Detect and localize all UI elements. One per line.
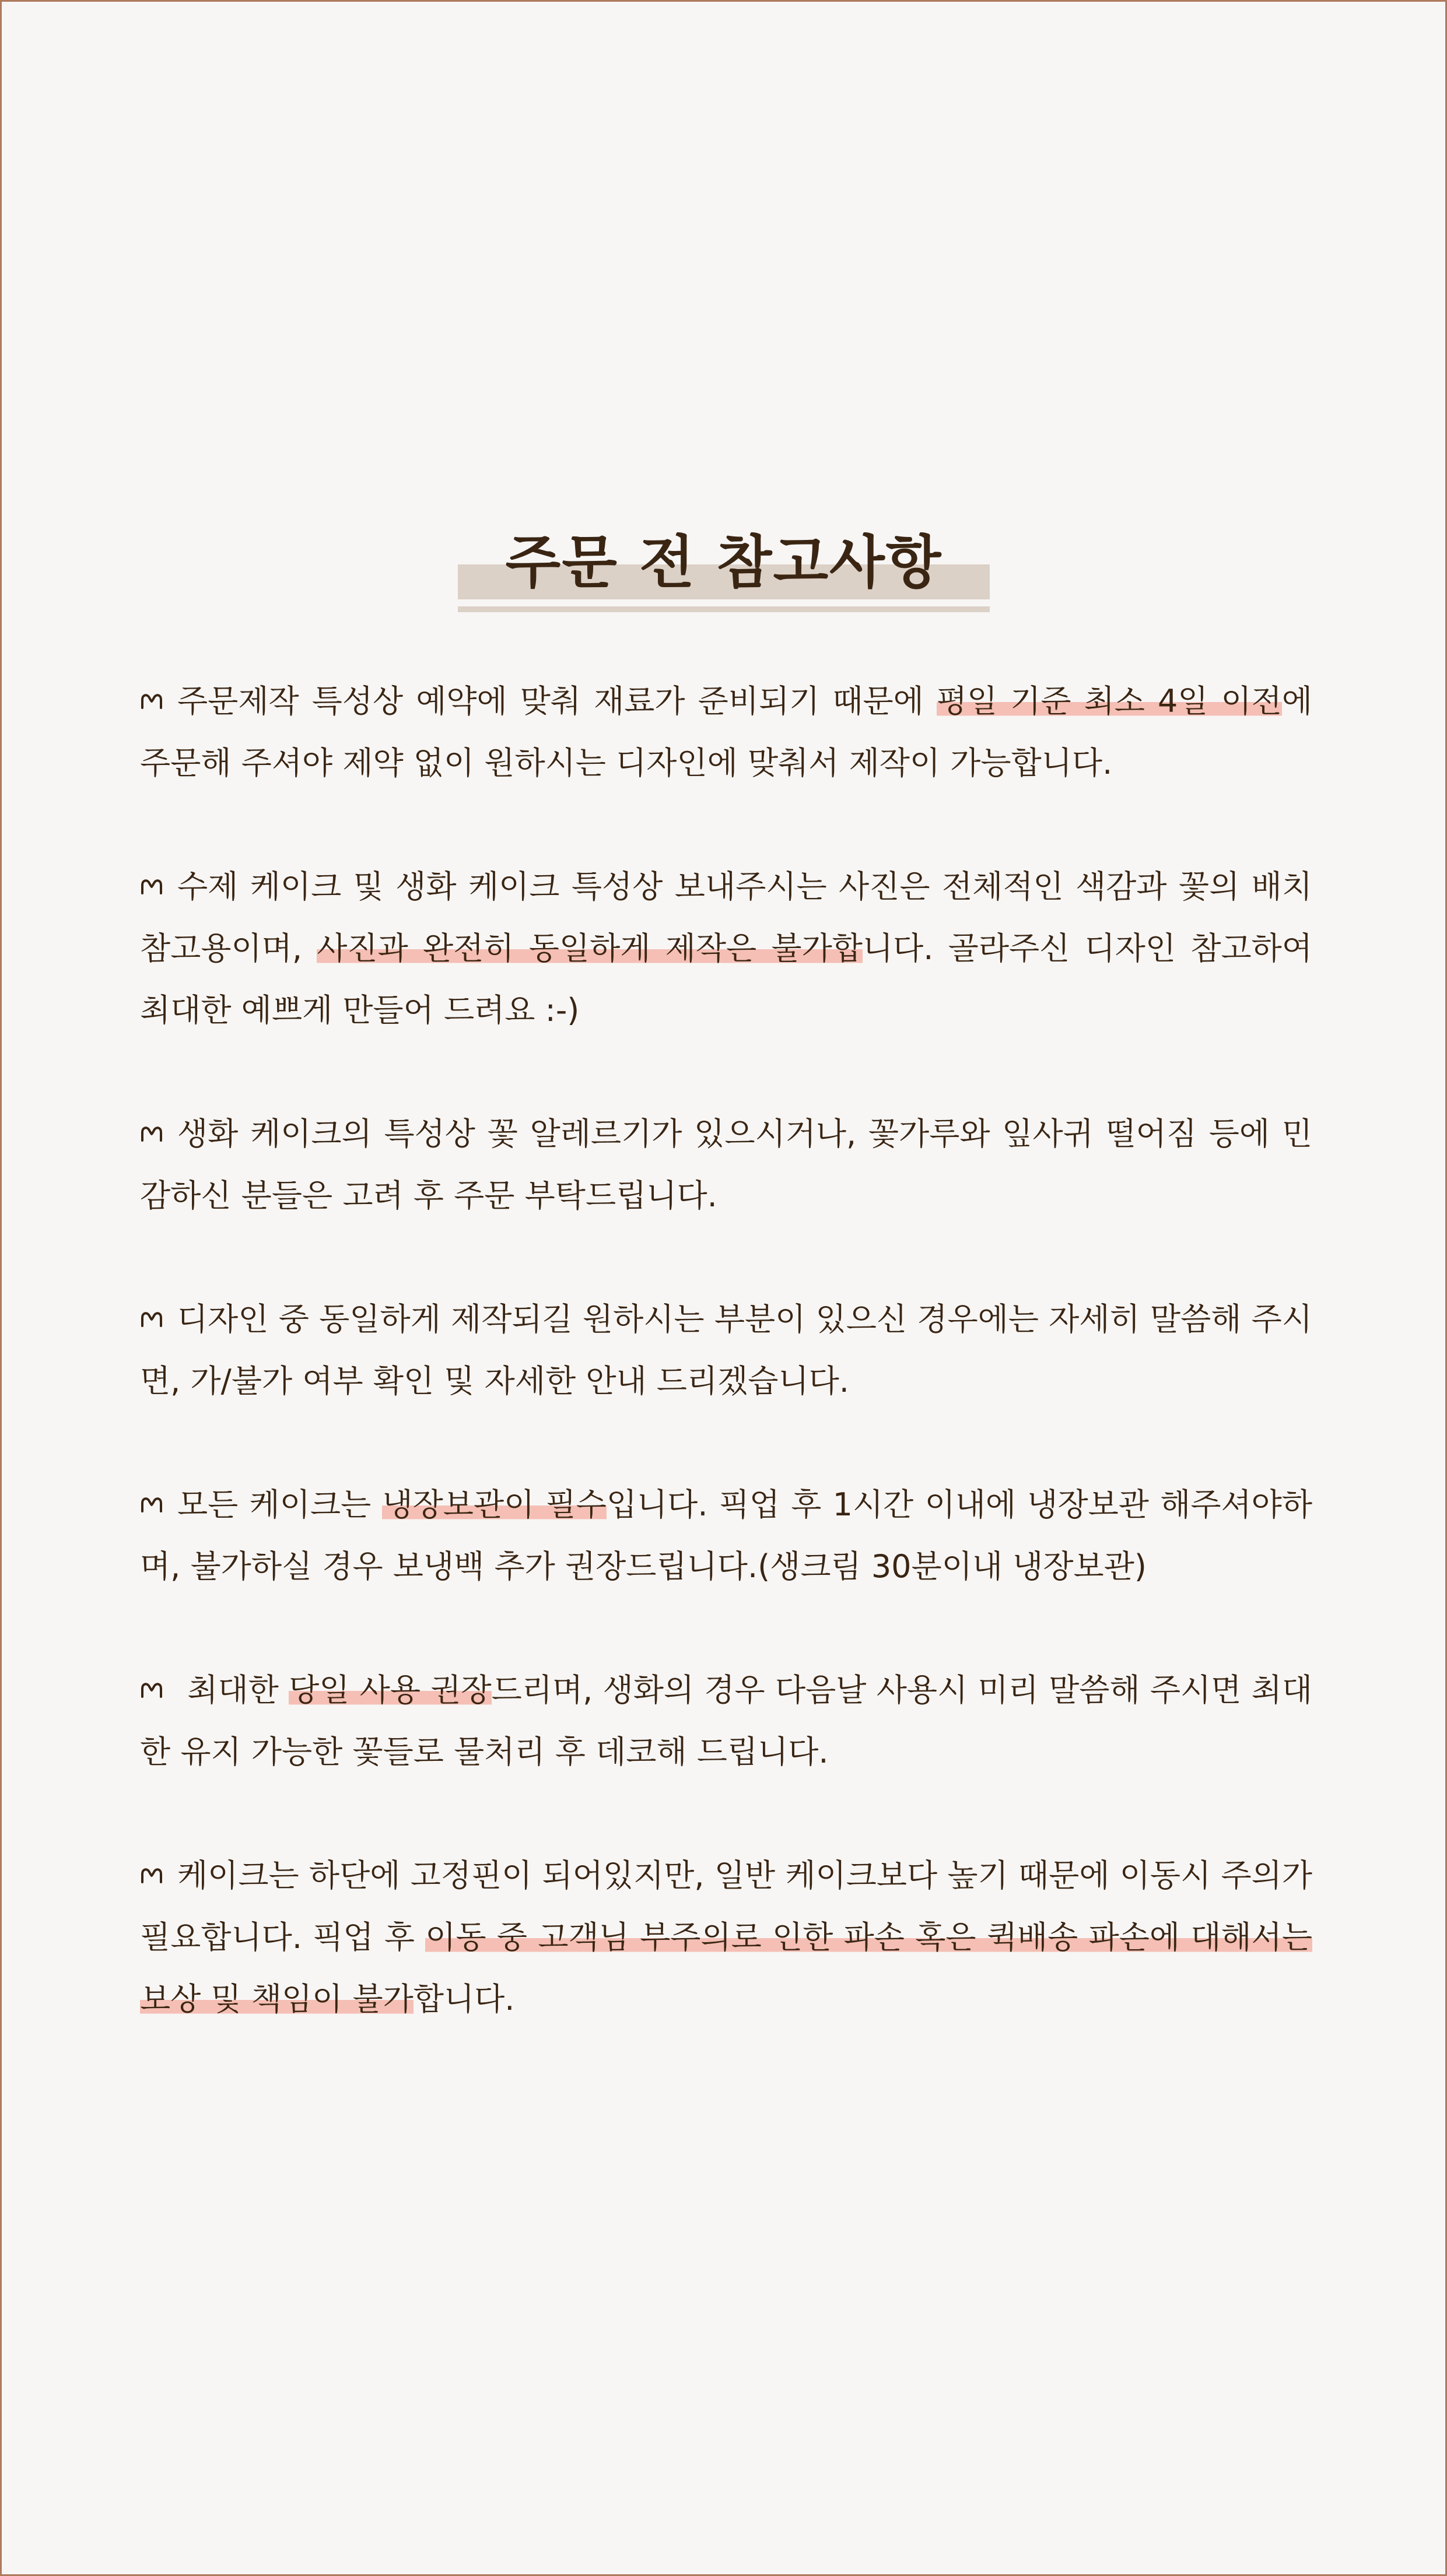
note-item bbox=[140, 856, 1312, 1041]
note-text: 합니다. bbox=[413, 1981, 515, 2017]
note-text: 케이크는 하단에 고정핀이 되어있지만, 일반 케이크보다 높기 때문에 이동시 주의가 필요합니다. 픽업 후 bbox=[140, 1857, 1312, 1956]
page-title: 주문 전 참고사항 bbox=[505, 529, 943, 596]
note-highlight-text: 사진과 완전히 동일하게 제작은 불가합 bbox=[317, 930, 863, 967]
note-text: 주문제작 특성상 예약에 맞춰 재료가 준비되기 때문에 bbox=[177, 683, 937, 720]
note-text: 생화 케이크의 특성상 꽃 알레르기가 있으시거나, 꽃가루와 잎사귀 떨어짐 등에 민감하신 분들은 고려 후 주문 부탁드립니다. bbox=[140, 1115, 1312, 1214]
tulip-outline-icon bbox=[140, 1496, 163, 1513]
note-highlight-text: 평일 기준 최소 4일 이전 bbox=[936, 683, 1282, 720]
note-item bbox=[140, 1289, 1312, 1412]
note-highlight-text: 당일 사용 권장 bbox=[289, 1672, 492, 1708]
note-item bbox=[140, 1474, 1312, 1598]
tulip-outline-icon bbox=[140, 1125, 163, 1142]
note-text: 입니다. 픽업 후 1시간 이내에 냉장보관 해주셔야하며, 불가하실 경우 보냉백 추가 권장드립니다.(생크림 30분이내 냉장보관) bbox=[140, 1486, 1312, 1585]
title-underline bbox=[458, 606, 990, 612]
note-text: 모든 케이크는 bbox=[177, 1486, 383, 1523]
note-item bbox=[140, 1845, 1312, 2030]
tulip-outline-icon bbox=[140, 692, 163, 710]
note-text: 수제 케이크 및 생화 케이크 특성상 보내주시는 사진은 전체적인 색감과 꽃의 배치 참고용이며, bbox=[140, 868, 1312, 967]
note-text: 드리며, 생화의 경우 다음날 사용시 미리 말씀해 주시면 최대한 유지 가능한 꽃들로 물처리 후 데코해 드립니다. bbox=[140, 1672, 1312, 1770]
title-block bbox=[458, 528, 990, 615]
note-highlight-text: 이동 중 고객님 부주의로 인한 파손 혹은 퀵배송 파손에 대해서는 보상 및 책임이 불가 bbox=[140, 1919, 1312, 2017]
note-item bbox=[140, 1659, 1312, 1783]
note-item bbox=[140, 1103, 1312, 1227]
tulip-outline-icon bbox=[140, 1310, 163, 1328]
tulip-outline-icon bbox=[140, 1866, 163, 1884]
note-text: 디자인 중 동일하게 제작되길 원하시는 부분이 있으신 경우에는 자세히 말씀해 주시면, 가/불가 여부 확인 및 자세한 안내 드리겠습니다. bbox=[140, 1301, 1312, 1399]
note-item bbox=[140, 671, 1312, 794]
notes-list bbox=[140, 671, 1312, 2030]
note-text: 에 주문해 주셔야 제약 없이 원하시는 디자인에 맞춰서 제작이 가능합니다. bbox=[140, 683, 1313, 781]
note-highlight-text: 냉장보관이 필수 bbox=[382, 1486, 607, 1523]
note-text: 최대한 bbox=[177, 1672, 289, 1708]
tulip-outline-icon bbox=[140, 878, 163, 895]
note-text: 니다. 골라주신 디자인 참고하여 최대한 예쁘게 만들어 드려요 :-) bbox=[140, 930, 1312, 1029]
tulip-outline-icon bbox=[140, 1681, 163, 1698]
